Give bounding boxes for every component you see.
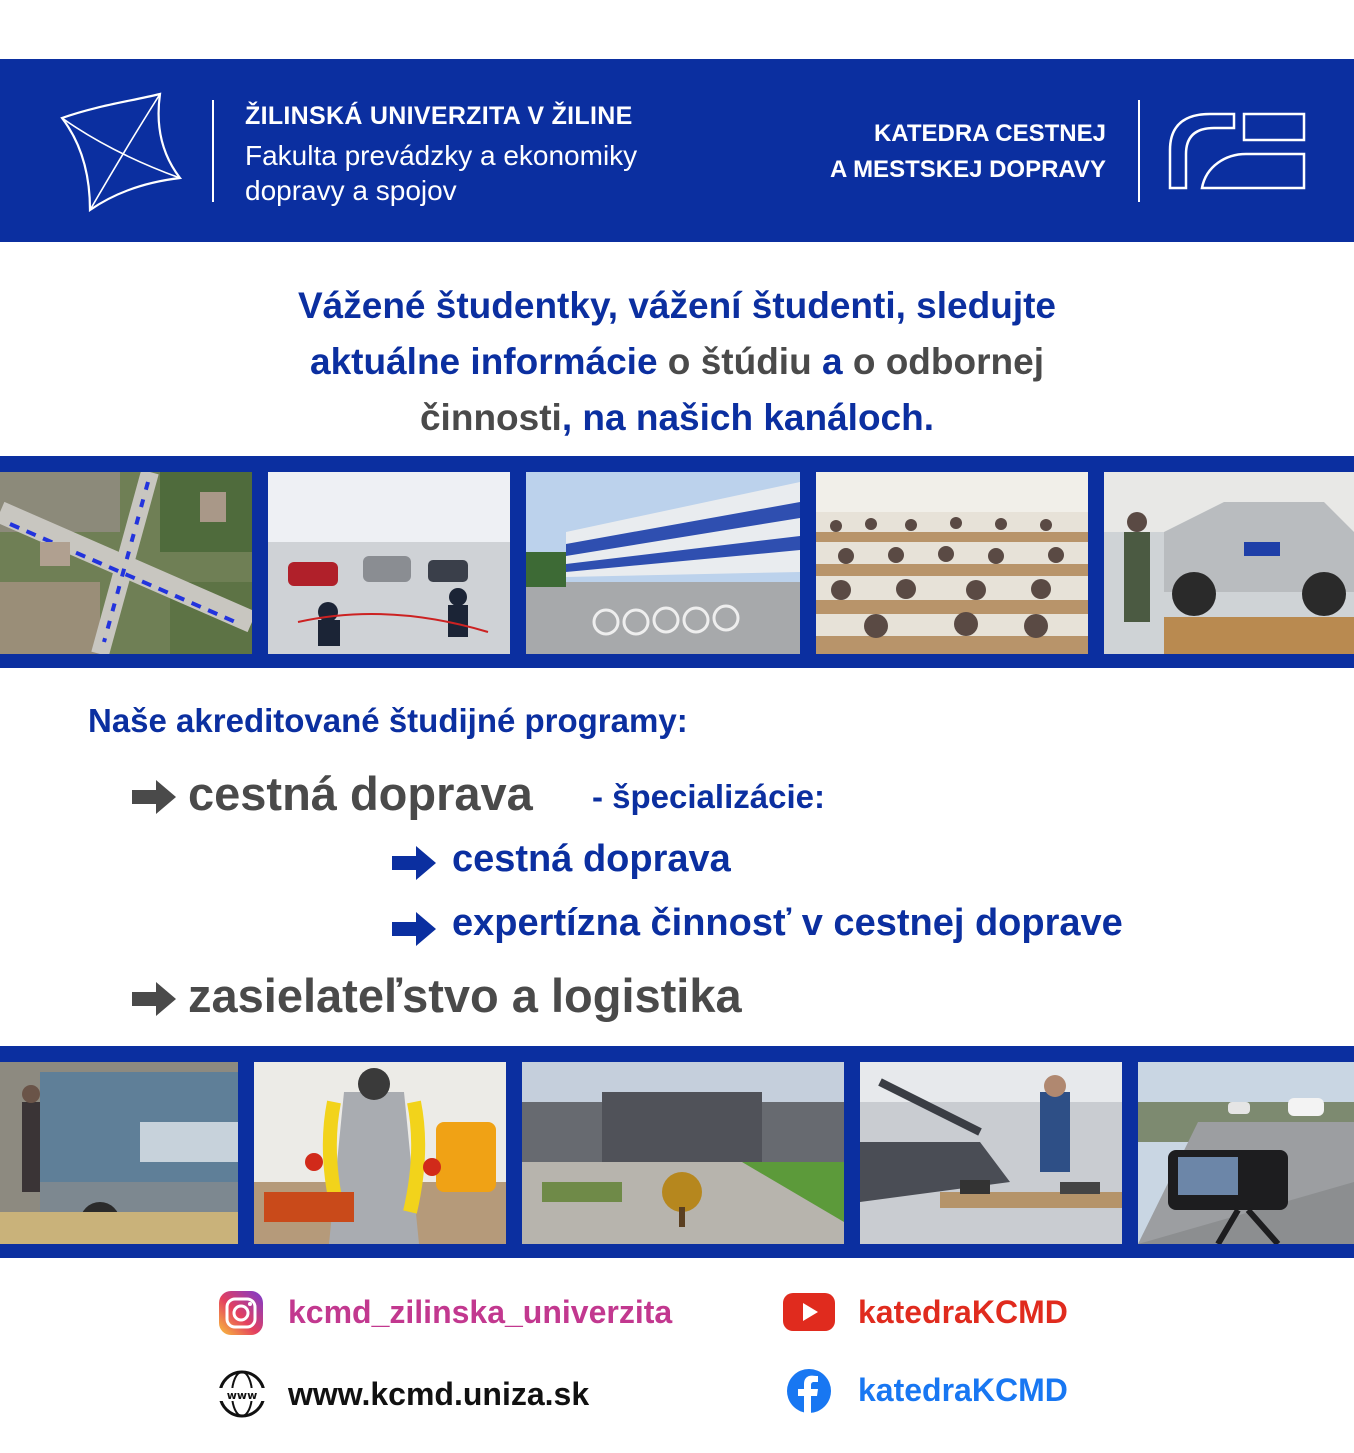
facebook-icon (786, 1368, 832, 1414)
specializations-label: - špecializácie: (592, 778, 825, 815)
department-name-line2: A MESTSKEJ DOPRAVY (829, 156, 1106, 183)
youtube-icon (782, 1292, 836, 1332)
headline-gray-text: činnosti (419, 397, 562, 438)
headline-gray-text: o odbornej (842, 341, 1044, 382)
program-forwarding-logistics: zasielateľstvo a logistika (188, 969, 742, 1022)
youtube-link[interactable]: katedraKCMD (858, 1294, 1068, 1330)
globe-www-icon (218, 1370, 266, 1418)
department-name-line1: KATEDRA CESTNEJ (873, 120, 1106, 147)
programs-title: Naše akreditované študijné programy: (88, 702, 688, 739)
arrow-right-icon (132, 982, 176, 1016)
headline-line1: Vážené študentky, vážení študenti, sledujte (297, 285, 1056, 326)
adr-protective-suit-photo (254, 1062, 506, 1244)
university-name: ŽILINSKÁ UNIVERZITA V ŽILINE (245, 102, 633, 130)
lecture-hall-students-photo (816, 472, 1088, 654)
specialization-road-transport: cestná doprava (452, 838, 731, 880)
website-link[interactable]: www.kcmd.uniza.sk (288, 1376, 590, 1412)
instagram-icon (218, 1290, 264, 1336)
truck-inspection-photo (0, 1062, 238, 1244)
headline-gray-text: o štúdiu (657, 341, 822, 382)
arrow-right-icon (132, 780, 176, 814)
headline-emphasis: aktuálne informácie (310, 341, 658, 382)
headline-text: a (821, 341, 843, 382)
faculty-name-line1: Fakulta prevádzky a ekonomiky (245, 140, 638, 171)
instagram-link[interactable]: kcmd_zilinska_univerzita (288, 1294, 673, 1330)
facebook-link[interactable]: katedraKCMD (858, 1372, 1068, 1408)
header-banner (0, 59, 1354, 242)
specialization-expertise: expertízna činnosť v cestnej doprave (452, 902, 1123, 944)
headline-line2 (0, 334, 1354, 390)
car-diagnostics-photo (860, 1062, 1122, 1244)
university-logo-icon (56, 92, 184, 212)
arrow-right-icon (392, 846, 436, 880)
headline-text: , na našich kanáloch. (561, 397, 935, 438)
header-divider-right (1138, 100, 1140, 202)
svg-text:www: www (226, 1389, 258, 1402)
department-logo-icon (1166, 110, 1308, 192)
headline (0, 278, 1354, 446)
road-camera-measurement-photo (1138, 1062, 1354, 1244)
headline-line3 (0, 390, 1354, 446)
program-road-transport: cestná doprava (188, 767, 533, 820)
workshop-hall-photo (268, 472, 510, 654)
header-divider-left (212, 100, 214, 202)
faculty-name-line2: dopravy a spojov (245, 175, 457, 206)
car-inspection-photo (1104, 472, 1354, 654)
map-with-traffic-simulation-photo (0, 472, 252, 654)
faculty-building-bike-station-photo (526, 472, 800, 654)
campus-square-photo (522, 1062, 844, 1244)
arrow-right-icon (392, 912, 436, 946)
